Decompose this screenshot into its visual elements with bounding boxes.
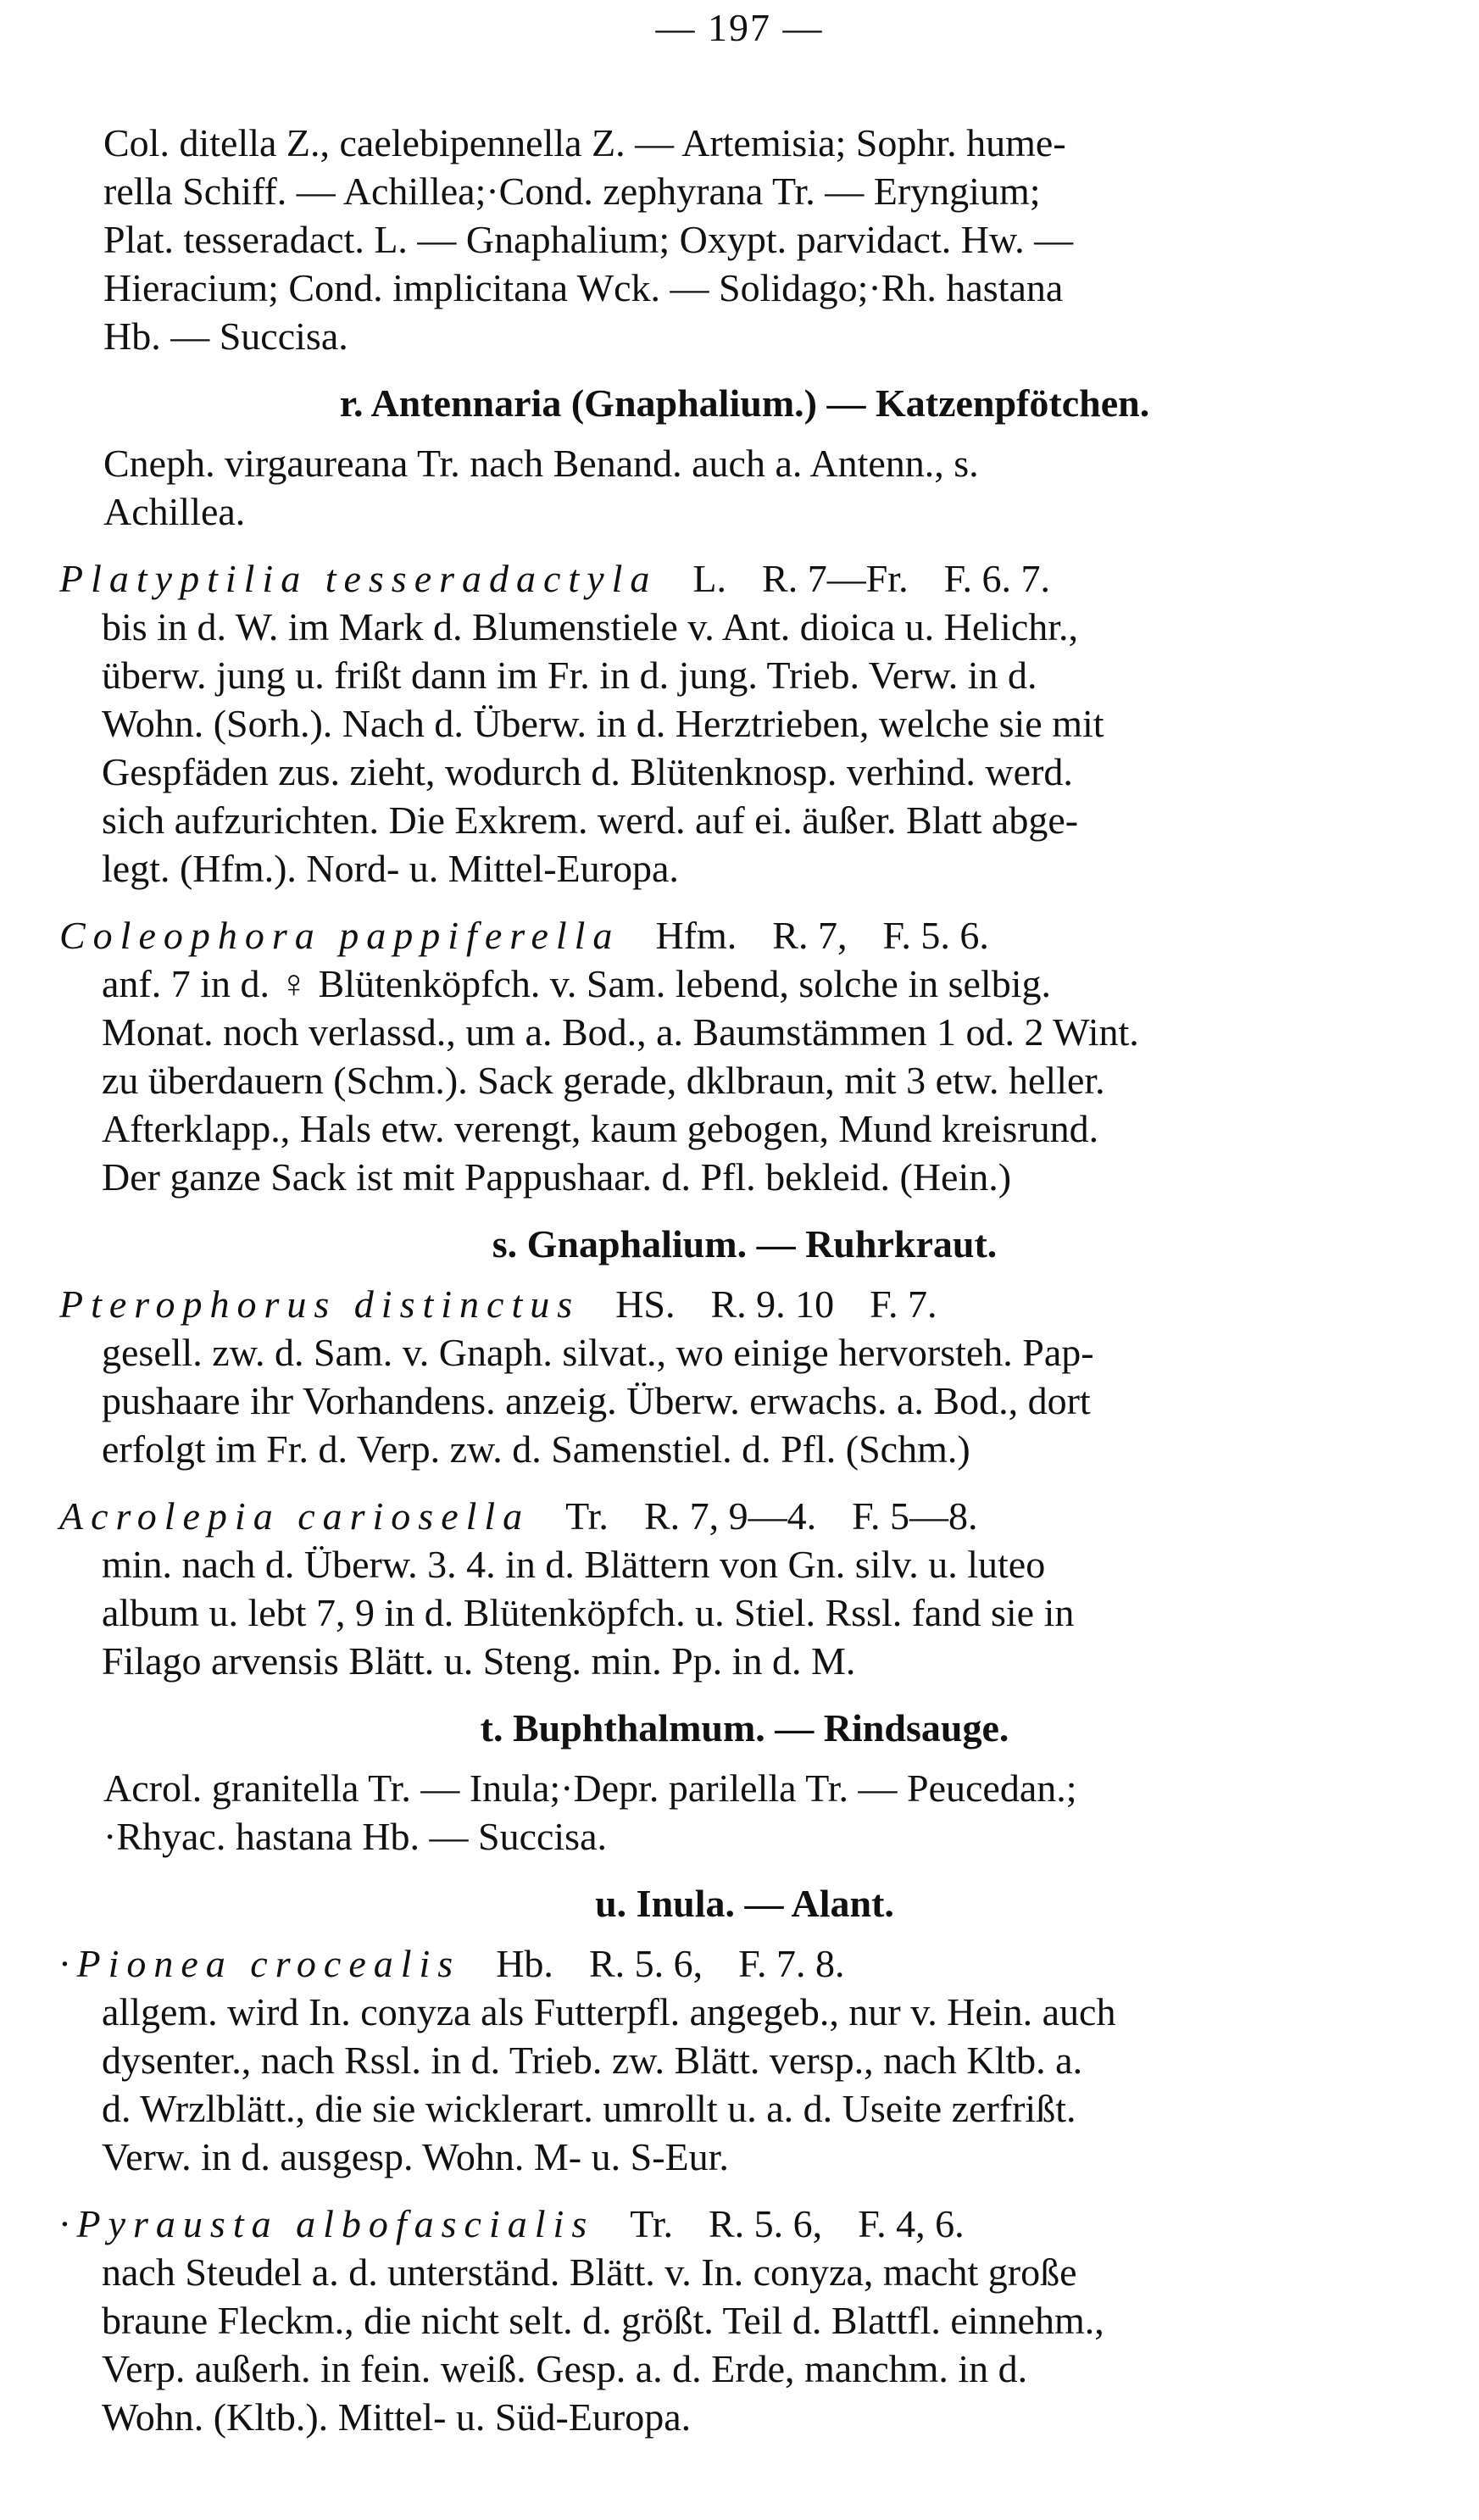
text-line: Hieracium; Cond. implicitana Wck. — Solidago;·Rh. hastana [103, 266, 1064, 309]
species-entry [59, 1492, 1430, 1685]
entry-text [59, 2248, 1430, 2441]
entry-text [59, 1540, 1430, 1685]
species-name: ·Pyrausta albofascialis [59, 2202, 595, 2245]
paragraph [59, 1764, 1430, 1861]
text-line: Col. ditella Z., caelebipennella Z. — Artemisia; Sophr. hume- [103, 121, 1066, 164]
text-line: Acrol. granitella Tr. — Inula;·Depr. parilella Tr. — Peucedan.; [103, 1766, 1077, 1810]
caterpillar-period: R. 7—Fr. [762, 557, 909, 600]
text-line: ·Rhyac. hastana Hb. — Succisa. [103, 1815, 608, 1858]
species-name: Coleophora pappiferella [59, 914, 620, 957]
text-line: zu überdauern (Schm.). Sack gerade, dklbraun, mit 3 etw. heller. [102, 1059, 1105, 1102]
paragraph [59, 119, 1430, 360]
species-author: L. [692, 557, 727, 600]
species-entry [59, 911, 1430, 1201]
flight-period: F. 4, 6. [858, 2202, 965, 2245]
text-line: Verw. in d. ausgesp. Wohn. M- u. S-Eur. [102, 2135, 729, 2178]
species-entry [59, 2200, 1430, 2441]
text-line: gesell. zw. d. Sam. v. Gnaph. silvat., wo einige hervorsteh. Pap- [102, 1331, 1094, 1374]
entry-heading [59, 2200, 1430, 2248]
text-line: min. nach d. Überw. 3. 4. in d. Blättern von Gn. silv. u. luteo [102, 1543, 1046, 1586]
text-line: Cneph. virgaureana Tr. nach Benand. auch a. Antenn., s. [103, 442, 979, 485]
text-line: sich aufzurichten. Die Exkrem. werd. auf ei. äußer. Blatt abge- [102, 798, 1079, 842]
entry-text [59, 1988, 1430, 2181]
species-entry [59, 554, 1430, 893]
flight-period: F. 5. 6. [882, 914, 989, 957]
text-line: anf. 7 in d. ♀ Blütenköpfch. v. Sam. lebend, solche in selbig. [102, 962, 1051, 1005]
caterpillar-period: R. 5. 6, [709, 2202, 823, 2245]
flight-period: F. 6. 7. [943, 557, 1050, 600]
species-entry [59, 1939, 1430, 2181]
text-line: dysenter., nach Rssl. in d. Trieb. zw. Blätt. versp., nach Kltb. a. [102, 2039, 1083, 2082]
page-content [59, 119, 1430, 2460]
text-line: überw. jung u. frißt dann im Fr. in d. jung. Trieb. Verw. in d. [102, 654, 1037, 697]
text-line: Verp. außerh. in fein. weiß. Gesp. a. d. Erde, manchm. in d. [102, 2347, 1028, 2390]
section-heading: t. Buphthalmum. — Rindsauge. [480, 1706, 1009, 1750]
species-author: Tr. [630, 2202, 673, 2245]
text-line: Hb. — Succisa. [103, 314, 348, 358]
text-line: Achillea. [103, 490, 246, 533]
entry-text [59, 960, 1430, 1201]
species-author: Hfm. [655, 914, 737, 957]
text-line: Afterklapp., Hals etw. verengt, kaum gebogen, Mund kreisrund. [102, 1107, 1099, 1150]
text-line: legt. (Hfm.). Nord- u. Mittel-Europa. [102, 847, 679, 890]
text-line: bis in d. W. im Mark d. Blumenstiele v. Ant. dioica u. Helichr., [102, 605, 1079, 648]
entry-heading [59, 1939, 1430, 1988]
text-line: Monat. noch verlassd., um a. Bod., a. Baumstämmen 1 od. 2 Wint. [102, 1010, 1139, 1054]
species-name: Pterophorus distinctus [59, 1282, 581, 1326]
text-line: pushaare ihr Vorhandens. anzeig. Überw. erwachs. a. Bod., dort [102, 1379, 1091, 1422]
entry-text [59, 1328, 1430, 1473]
species-name: Platyptilia tesseradactyla [59, 557, 658, 600]
caterpillar-period: R. 5. 6, [588, 1942, 703, 1985]
text-line: allgem. wird In. conyza als Futterpfl. angegeb., nur v. Hein. auch [102, 1990, 1116, 2033]
flight-period: F. 5—8. [852, 1494, 978, 1538]
text-line: Filago arvensis Blätt. u. Steng. min. Pp. in d. M. [102, 1639, 856, 1683]
caterpillar-period: R. 7, [772, 914, 848, 957]
species-author: Hb. [496, 1942, 553, 1985]
entry-heading [59, 1280, 1430, 1328]
flight-period: F. 7. [870, 1282, 937, 1326]
text-line: erfolgt im Fr. d. Verp. zw. d. Samenstiel. d. Pfl. (Schm.) [102, 1427, 970, 1471]
section-heading: u. Inula. — Alant. [595, 1882, 894, 1925]
section-heading: s. Gnaphalium. — Ruhrkraut. [492, 1222, 998, 1266]
flight-period: F. 7. 8. [738, 1942, 845, 1985]
page-number: — 197 — [655, 6, 824, 49]
entry-text [59, 603, 1430, 893]
entry-heading [59, 1492, 1430, 1540]
section-heading: r. Antennaria (Gnaphalium.) — Katzenpfötchen. [339, 381, 1150, 425]
text-line: nach Steudel a. d. unterständ. Blätt. v. In. conyza, macht große [102, 2250, 1077, 2294]
text-line: d. Wrzlblätt., die sie wicklerart. umrollt u. a. d. Useite zerfrißt. [102, 2087, 1076, 2130]
species-name: ·Pionea crocealis [59, 1942, 461, 1985]
species-name: Acrolepia cariosella [59, 1494, 531, 1538]
text-line: album u. lebt 7, 9 in d. Blütenköpfch. u. Stiel. Rssl. fand sie in [102, 1591, 1075, 1634]
entry-heading [59, 911, 1430, 960]
text-line: rella Schiff. — Achillea;·Cond. zephyrana Tr. — Eryngium; [103, 170, 1041, 213]
text-line: Wohn. (Sorh.). Nach d. Überw. in d. Herztrieben, welche sie mit [102, 702, 1104, 745]
text-line: Gespfäden zus. zieht, wodurch d. Blütenknosp. verhind. werd. [102, 750, 1073, 793]
text-line: braune Fleckm., die nicht selt. d. größt. Teil d. Blattfl. einnehm., [102, 2299, 1104, 2342]
species-entry [59, 1280, 1430, 1473]
text-line: Der ganze Sack ist mit Pappushaar. d. Pfl. bekleid. (Hein.) [102, 1155, 1012, 1199]
text-line: Plat. tesseradact. L. — Gnaphalium; Oxypt. parvidact. Hw. — [103, 218, 1074, 261]
paragraph [59, 439, 1430, 536]
text-line: Wohn. (Kltb.). Mittel- u. Süd-Europa. [102, 2395, 692, 2439]
entry-heading [59, 554, 1430, 603]
caterpillar-period: R. 9. 10 [710, 1282, 835, 1326]
species-author: Tr. [565, 1494, 609, 1538]
species-author: HS. [615, 1282, 676, 1326]
caterpillar-period: R. 7, 9—4. [643, 1494, 817, 1538]
